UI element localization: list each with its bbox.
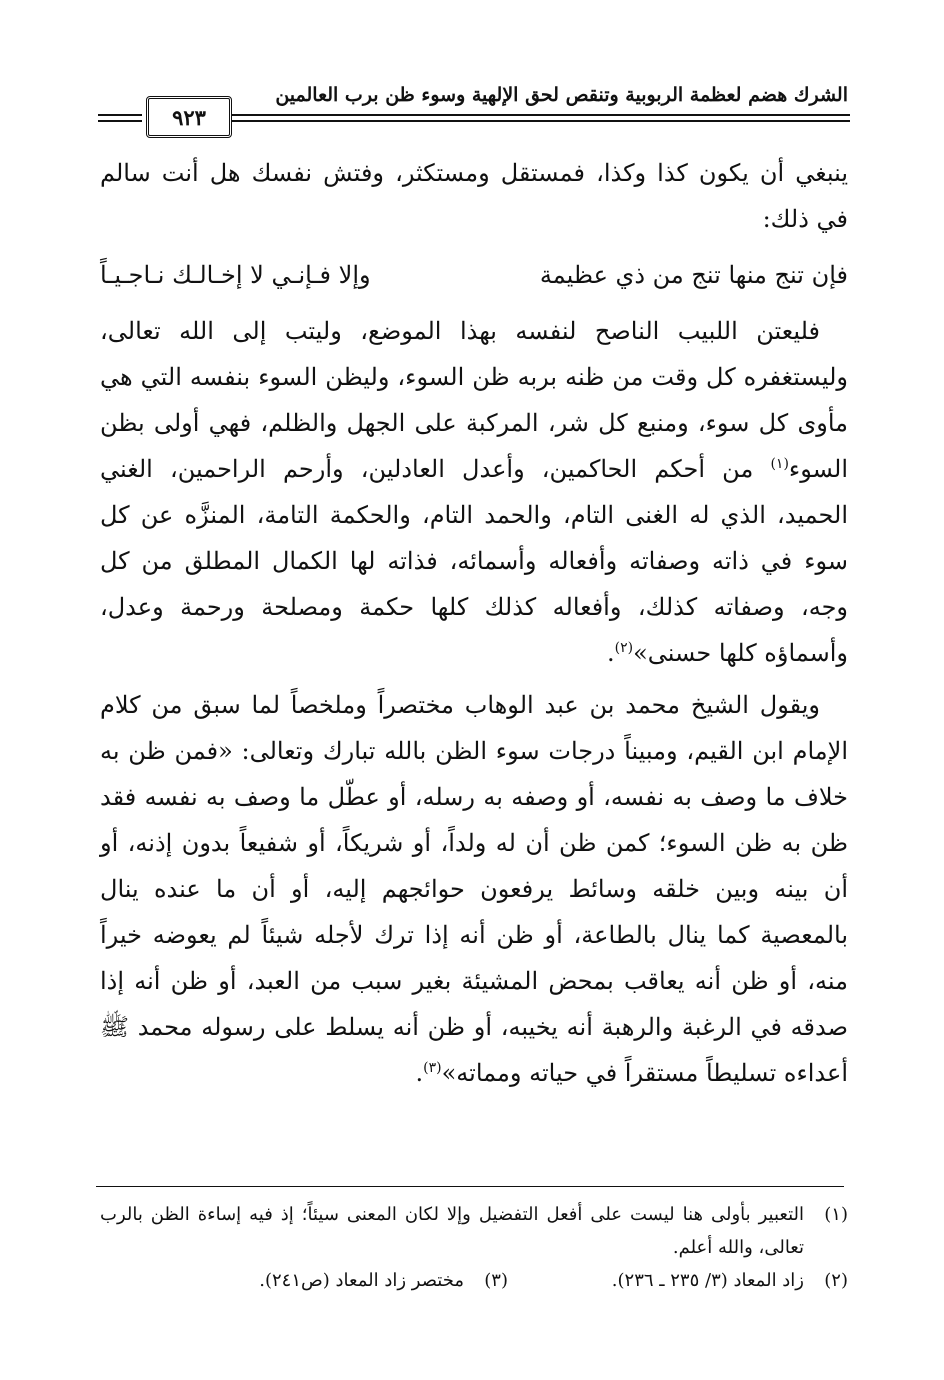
footnote-text: مختصر زاد المعاد (ص٢٤١).	[259, 1270, 464, 1291]
footnotes	[100, 1198, 848, 1297]
verse-first-hemistich: فإن تنج منها تنج من ذي عظيمة	[539, 261, 848, 289]
paragraph-text: ينبغي أن يكون كذا وكذا، فمستقل ومستكثر، وفتش نفسك هل أنت سالم في ذلك:	[100, 159, 848, 233]
footnote-marker[interactable]: (٣)	[423, 1060, 442, 1076]
footnote-separator	[96, 1186, 844, 1187]
paragraph-end: .	[415, 1059, 424, 1087]
paragraph-text: فليعتن اللبيب الناصح لنفسه بهذا الموضع، وليتب إلى الله تعالى، وليستغفره كل وقت من ظنه بربه ظن السوء، وليظن السوء بنفسه التي هي مأوى كل سوء، ومنبع كل شر، المركبة على الجهل والظلم، فهي أولى بظن السوء	[100, 317, 848, 483]
poetry-verse	[100, 252, 848, 298]
footnote-marker[interactable]: (٢)	[614, 640, 634, 656]
paragraph	[100, 682, 848, 1096]
page-number-box	[146, 96, 232, 138]
header-rule	[98, 114, 142, 116]
paragraph-text: ويقول الشيخ محمد بن عبد الوهاب مختصراً وملخصاً لما سبق من كلام الإمام ابن القيم، ومبيناً درجات سوء الظن بالله تبارك وتعالى: «فمن ظن به خلاف ما وصف به نفسه، أو وصفه به رسله، أو عطّل ما وصف به نفسه فقد ظن به ظن السوء؛ كمن ظن أن له ولداً، أو شريكاً، أو شفيعاً بدون إذنه، أو أن بينه وبين خلقه وسائط يرفعون حوائجهم إليه، أو أن ما عنده ينال بالمعصية كما ينال بالطاعة، أو ظن أنه إذا ترك لأجله شيئاً لم يعوضه خيراً منه، أو ظن أنه يعاقب بمحض المشيئة بغير سبب من العبد، أو ظن أنه إذا صدقه في الرغبة والرهبة أنه يخيبه، أو ظن أنه يسلط على رسوله محمد ﷺ أعداءه تسليطاً مستقراً في حياته ومماته»	[100, 691, 848, 1087]
header-rule	[232, 114, 850, 116]
footnote-text: زاد المعاد (٣/ ٢٣٥ ـ ٢٣٦).	[611, 1270, 804, 1291]
footnote-2	[508, 1264, 848, 1297]
footnote-text: التعبير بأولى هنا ليست على أفعل التفضيل وإلا لكان المعنى سيئاً؛ إذ فيه إساءة الظن بالرب تعالى، والله أعلم.	[100, 1204, 804, 1258]
paragraph-text: من أحكم الحاكمين، وأعدل العادلين، وأرحم الراحمين، الغني الحميد، الذي له الغنى التام، والحمد التام، والحكمة التامة، المنزَّه عن كل سوء في ذاته وصفاته وأفعاله وأسمائه، فذاته لها الكمال المطلق من كل وجه، وصفاته كذلك، وأفعاله كذلك كلها حكمة ومصلحة ورحمة وعدل، وأسماؤه كلها حسنى»	[100, 455, 848, 667]
footnote-3	[259, 1264, 508, 1297]
header-rule	[232, 120, 850, 122]
footnote-number: (١)	[824, 1204, 848, 1225]
paragraph	[100, 308, 848, 676]
footnote-number: (٢)	[824, 1270, 848, 1291]
running-header-title: الشرك هضم لعظمة الربوبية وتنقص لحق الإلهية وسوء ظن برب العالمين	[275, 84, 848, 106]
paragraph	[100, 150, 848, 242]
header-rule	[98, 120, 142, 122]
page-number: ٩٢٣	[172, 104, 206, 130]
verse-second-hemistich: وإلا فـإنـي لا إخـالـك نـاجـيـاً	[100, 261, 371, 289]
footnote-marker[interactable]: (١)	[770, 456, 789, 472]
footnote-number: (٣)	[484, 1270, 508, 1291]
main-text	[100, 150, 848, 1096]
footnotes-2-3	[100, 1264, 848, 1297]
footnote-1	[100, 1198, 848, 1264]
paragraph-end: .	[606, 639, 615, 667]
